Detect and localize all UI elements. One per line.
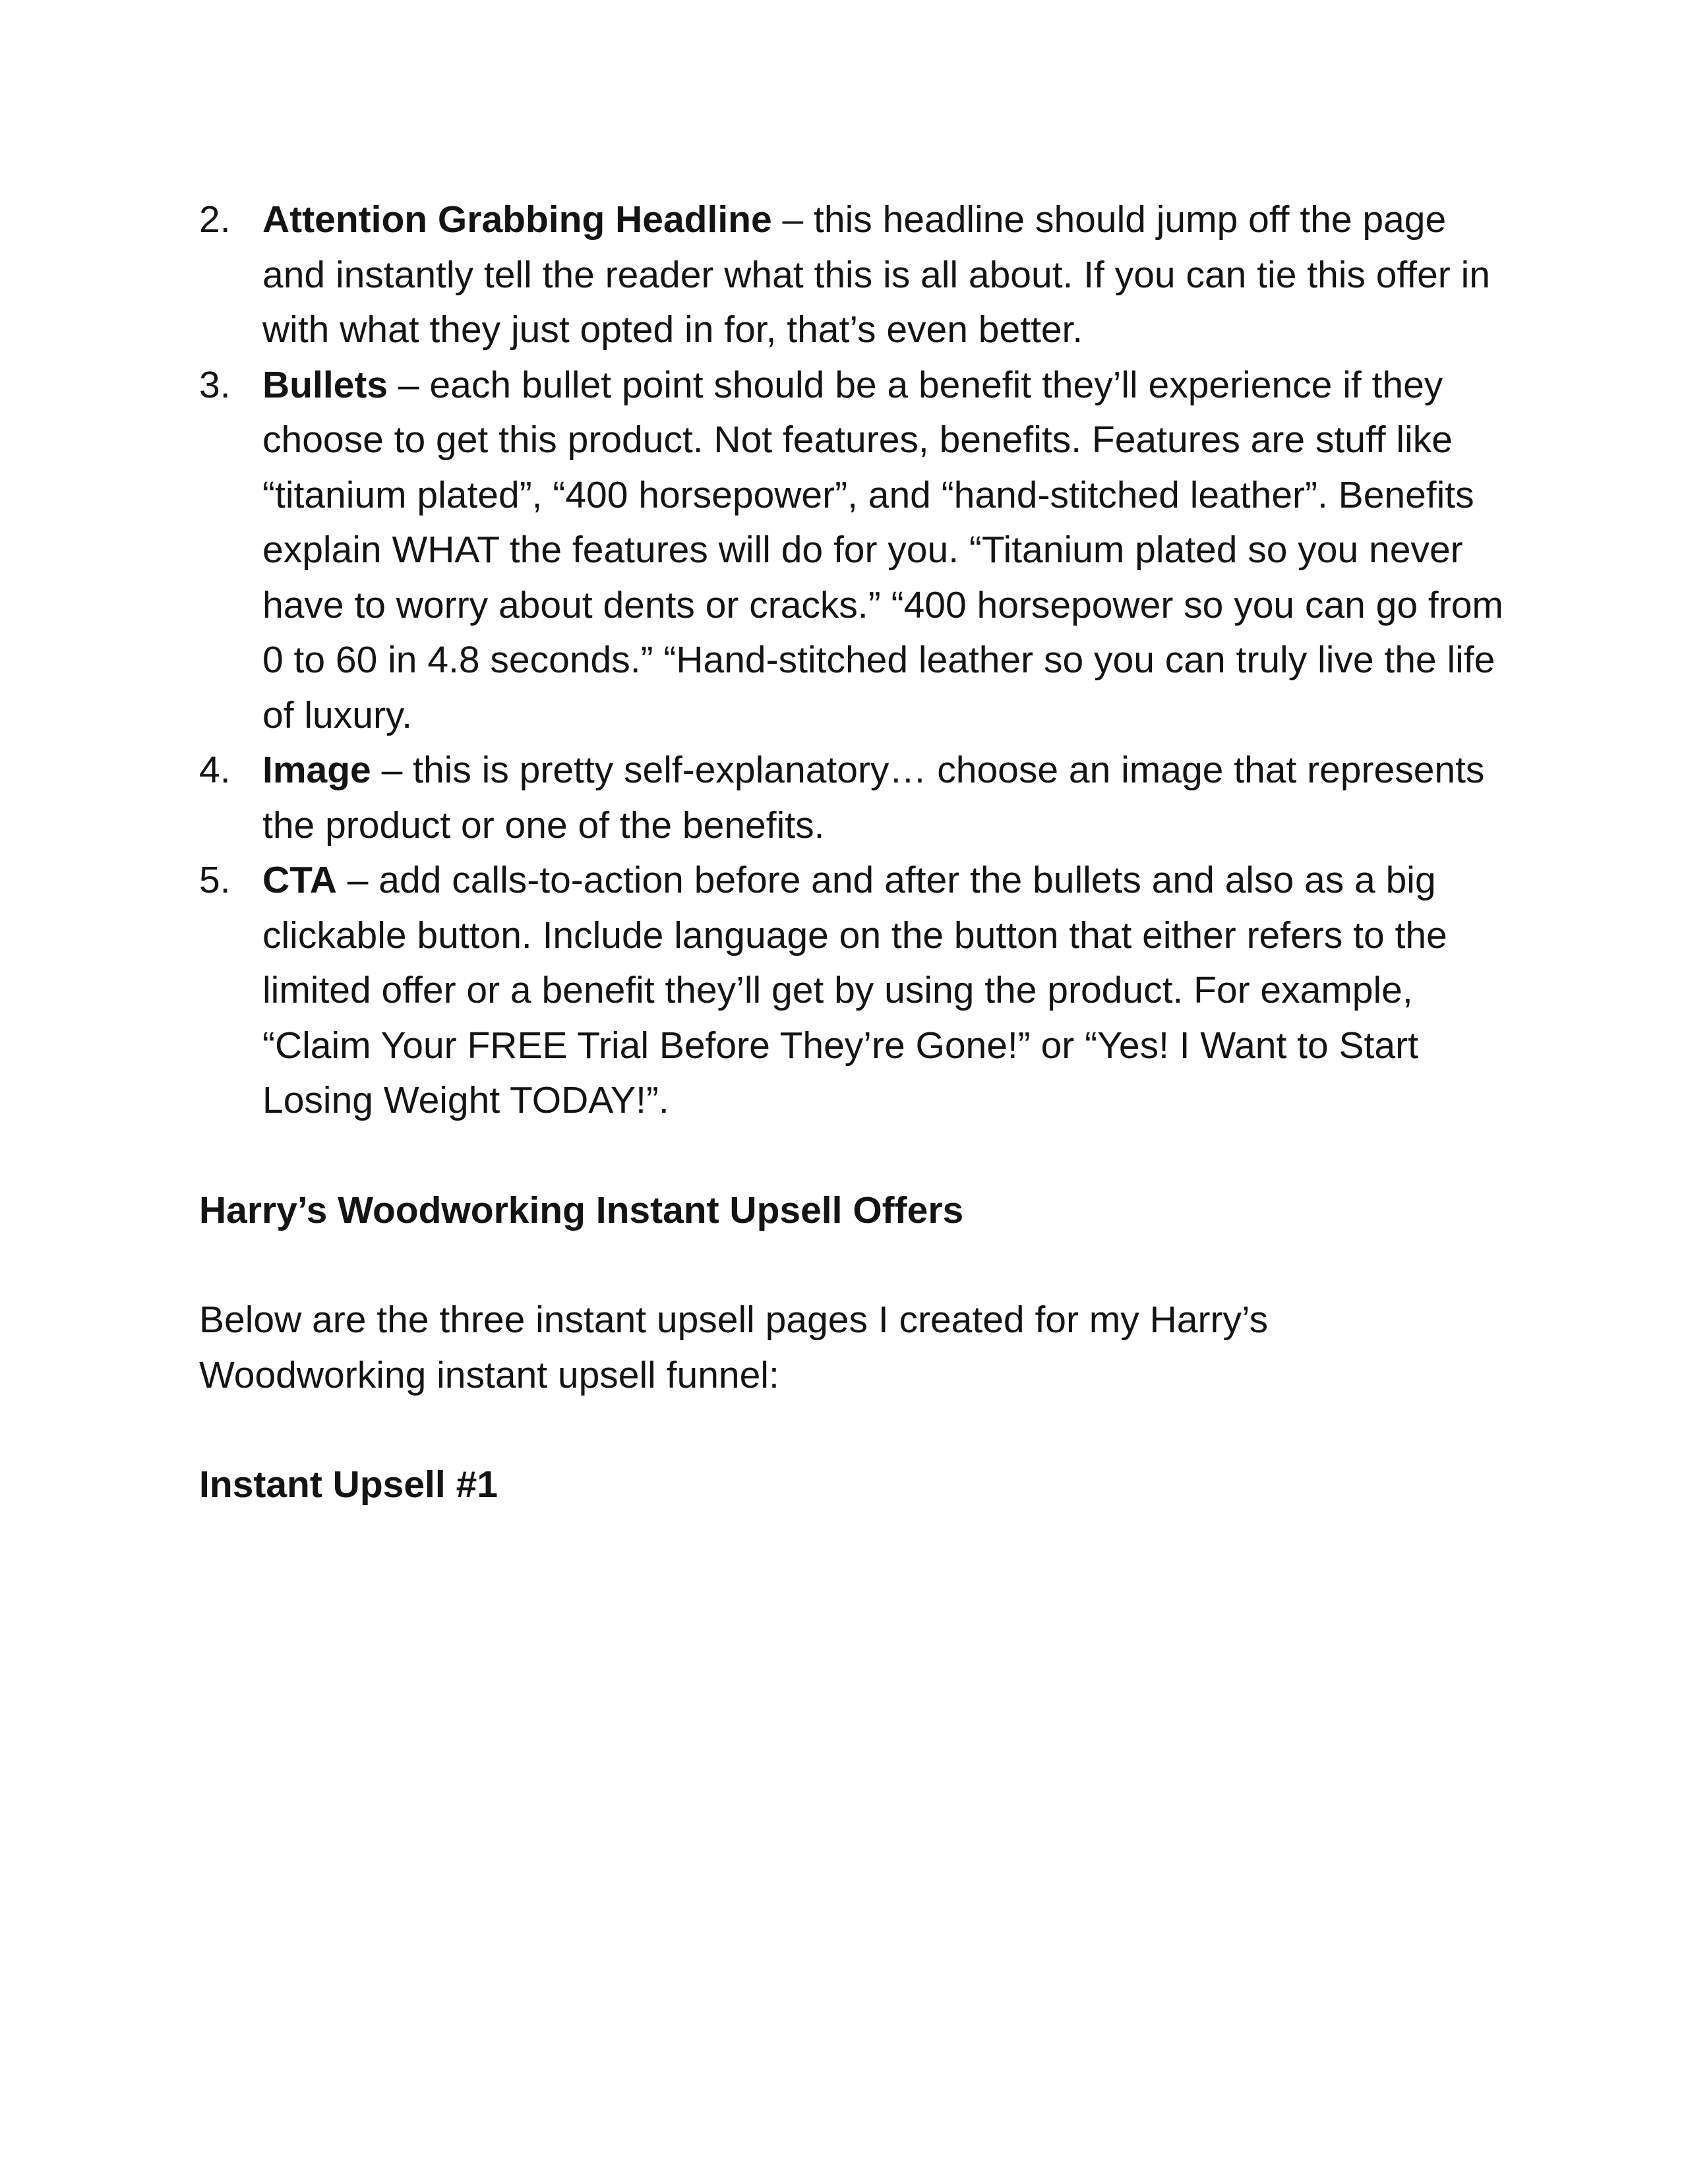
- numbered-list: [199, 192, 1518, 1129]
- list-item: [199, 743, 1518, 853]
- list-item-number: 2.: [199, 198, 231, 241]
- list-item-number: 4.: [199, 749, 231, 791]
- subheading: Instant Upsell #1: [199, 1463, 498, 1506]
- list-item-text: – each bullet point should be a benefit they’ll experience if they choose to get this product. Not features, benefits. Features are stuff like “titanium plated”, “400 horsepower”, and “hand-stitched leather”. Benefits explain WHAT the features will do for you. “Titanium plated so you never have to worry about dents or cracks.” “400 horsepower so you can go from 0 to 60 in 4.8 seconds.” “Hand-stitched leather so you can truly live the life of luxury.: [262, 363, 1503, 736]
- list-item-text: – add calls-to-action before and after the bullets and also as a big clickable button. Include language on the button that either refers to the limited offer or a benefit they’ll get by using the product. For example, “Claim Your FREE Trial Before They’re Gone!” or “Yes! I Want to Start Losing Weight TODAY!”.: [262, 859, 1447, 1121]
- list-item-term: Attention Grabbing Headline: [262, 198, 772, 241]
- list-item-text: – this is pretty self-explanatory… choose an image that represents the product or one of the benefits.: [262, 749, 1485, 846]
- list-item-term: Bullets: [262, 363, 388, 406]
- list-item: [199, 853, 1518, 1129]
- body-paragraph: Below are the three instant upsell pages I created for my Harry’s Woodworking instant upsell funnel:: [199, 1299, 1269, 1396]
- section-heading: Harry’s Woodworking Instant Upsell Offers: [199, 1189, 964, 1231]
- page-content: [199, 192, 1518, 1513]
- list-item-number: 5.: [199, 859, 231, 901]
- list-item: [199, 358, 1518, 744]
- list-item-number: 3.: [199, 363, 231, 406]
- list-item-term: CTA: [262, 859, 337, 901]
- list-item: [199, 192, 1518, 358]
- list-item-term: Image: [262, 749, 371, 791]
- list-item-text: – this headline should jump off the page and instantly tell the reader what this is all about. If you can tie this offer in with what they just opted in for, that’s even better.: [262, 198, 1490, 351]
